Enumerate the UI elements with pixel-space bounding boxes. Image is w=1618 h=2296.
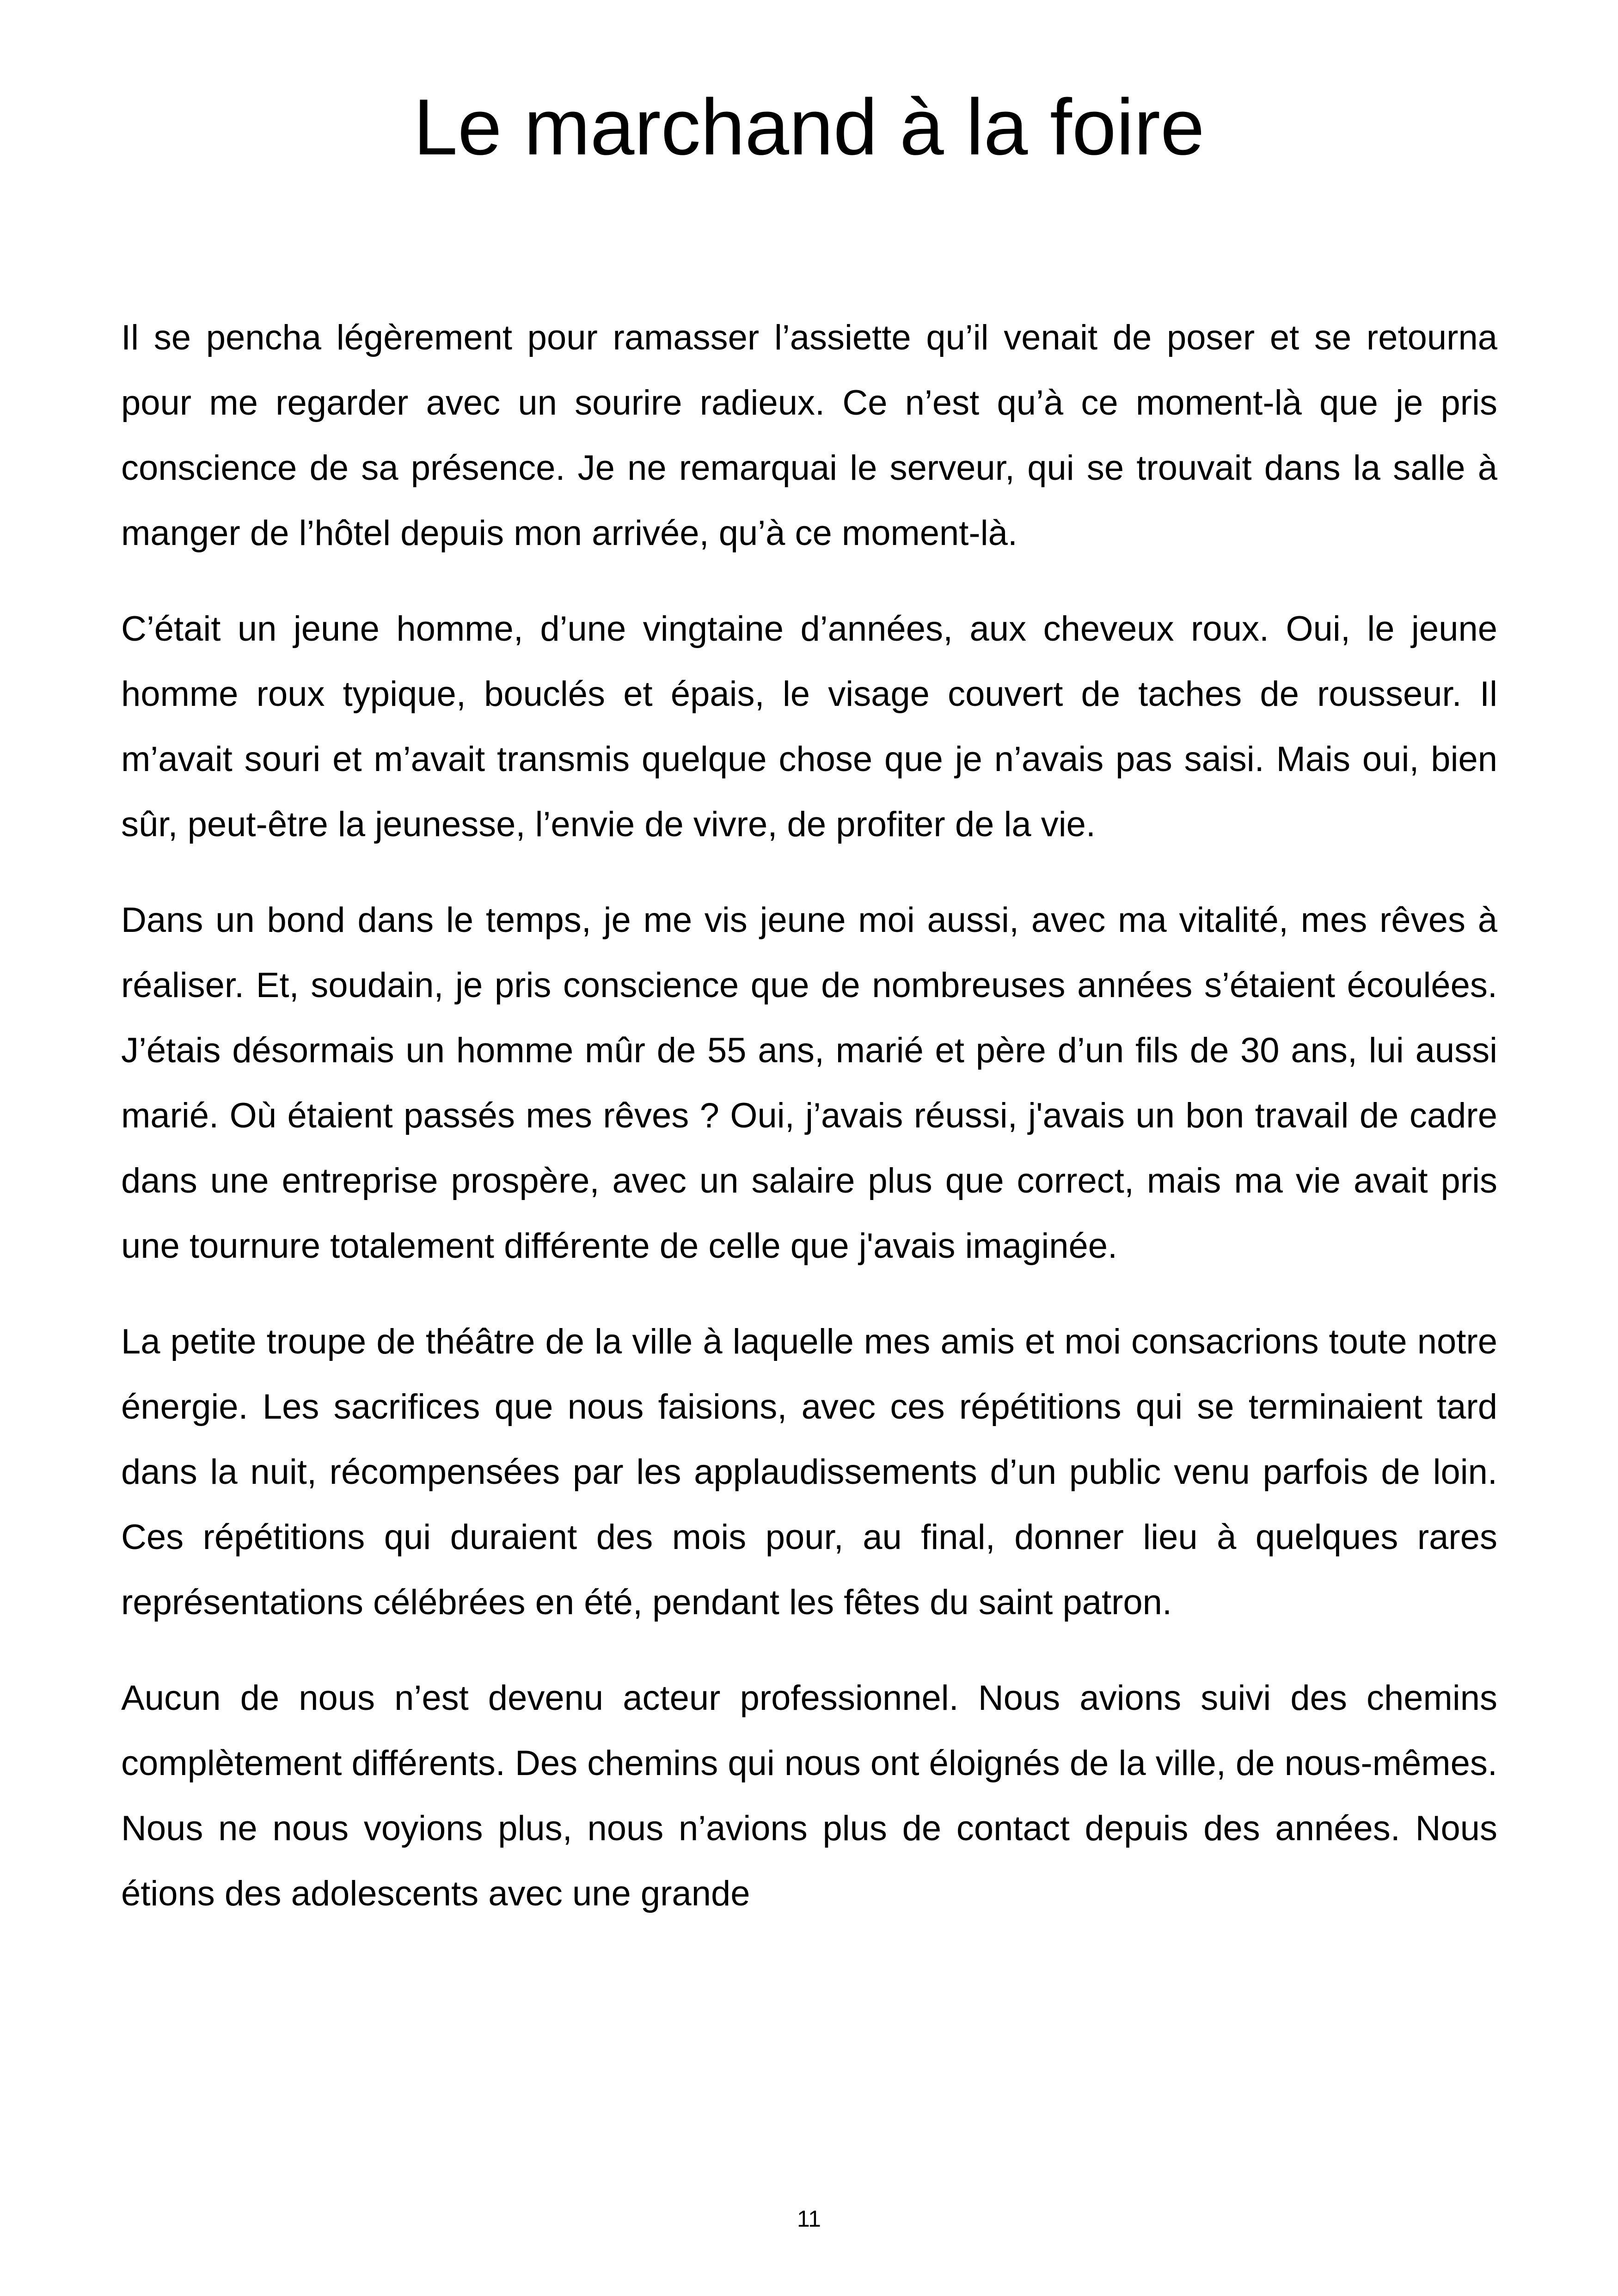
paragraph: C’était un jeune homme, d’une vingtaine d’années, aux cheveux roux. Oui, le jeune homme roux typique, bouclés et épais, le visage couvert de taches de rousseur. Il m’avait souri et m’avait transmis quelque chose que je n’avais pas saisi. Mais oui, bien sûr, peut-être la jeunesse, l’envie de vivre, de profiter de la vie.: [121, 609, 1497, 844]
paragraph: La petite troupe de théâtre de la ville à laquelle mes amis et moi consacrions toute notre énergie. Les sacrifices que nous faisions, avec ces répétitions qui se terminaient tard dans la nuit, récompensées par les applaudissements d’un public venu parfois de loin. Ces répétitions qui duraient des mois pour, au final, donner lieu à quelques rares représentations célébrées en été, pendant les fêtes du saint patron.: [121, 1322, 1497, 1622]
paragraph: Il se pencha légèrement pour ramasser l’assiette qu’il venait de poser et se retourna pour me regarder avec un sourire radieux. Ce n’est qu’à ce moment-là que je pris conscience de sa présence. Je ne remarquai le serveur, qui se trouvait dans la salle à manger de l’hôtel depuis mon arrivée, qu’à ce moment-là.: [121, 318, 1497, 553]
body-text: [121, 305, 1497, 1957]
paragraph: Dans un bond dans le temps, je me vis jeune moi aussi, avec ma vitalité, mes rêves à réaliser. Et, soudain, je pris conscience que de nombreuses années s’étaient écoulées. J’étais désormais un homme mûr de 55 ans, marié et père d’un fils de 30 ans, lui aussi marié. Où étaient passés mes rêves ? Oui, j’avais réussi, j'avais un bon travail de cadre dans une entreprise prospère, avec un salaire plus que correct, mais ma vie avait pris une tournure totalement différente de celle que j'avais imaginée.: [121, 900, 1497, 1266]
page-number: 11: [797, 2206, 821, 2232]
paragraph: Aucun de nous n’est devenu acteur professionnel. Nous avions suivi des chemins complètement différents. Des chemins qui nous ont éloignés de la ville, de nous-mêmes. Nous ne nous voyions plus, nous n’avions plus de contact depuis des années. Nous étions des adolescents avec une grande: [121, 1678, 1497, 1913]
page-title: Le marchand à la foire: [413, 83, 1205, 171]
